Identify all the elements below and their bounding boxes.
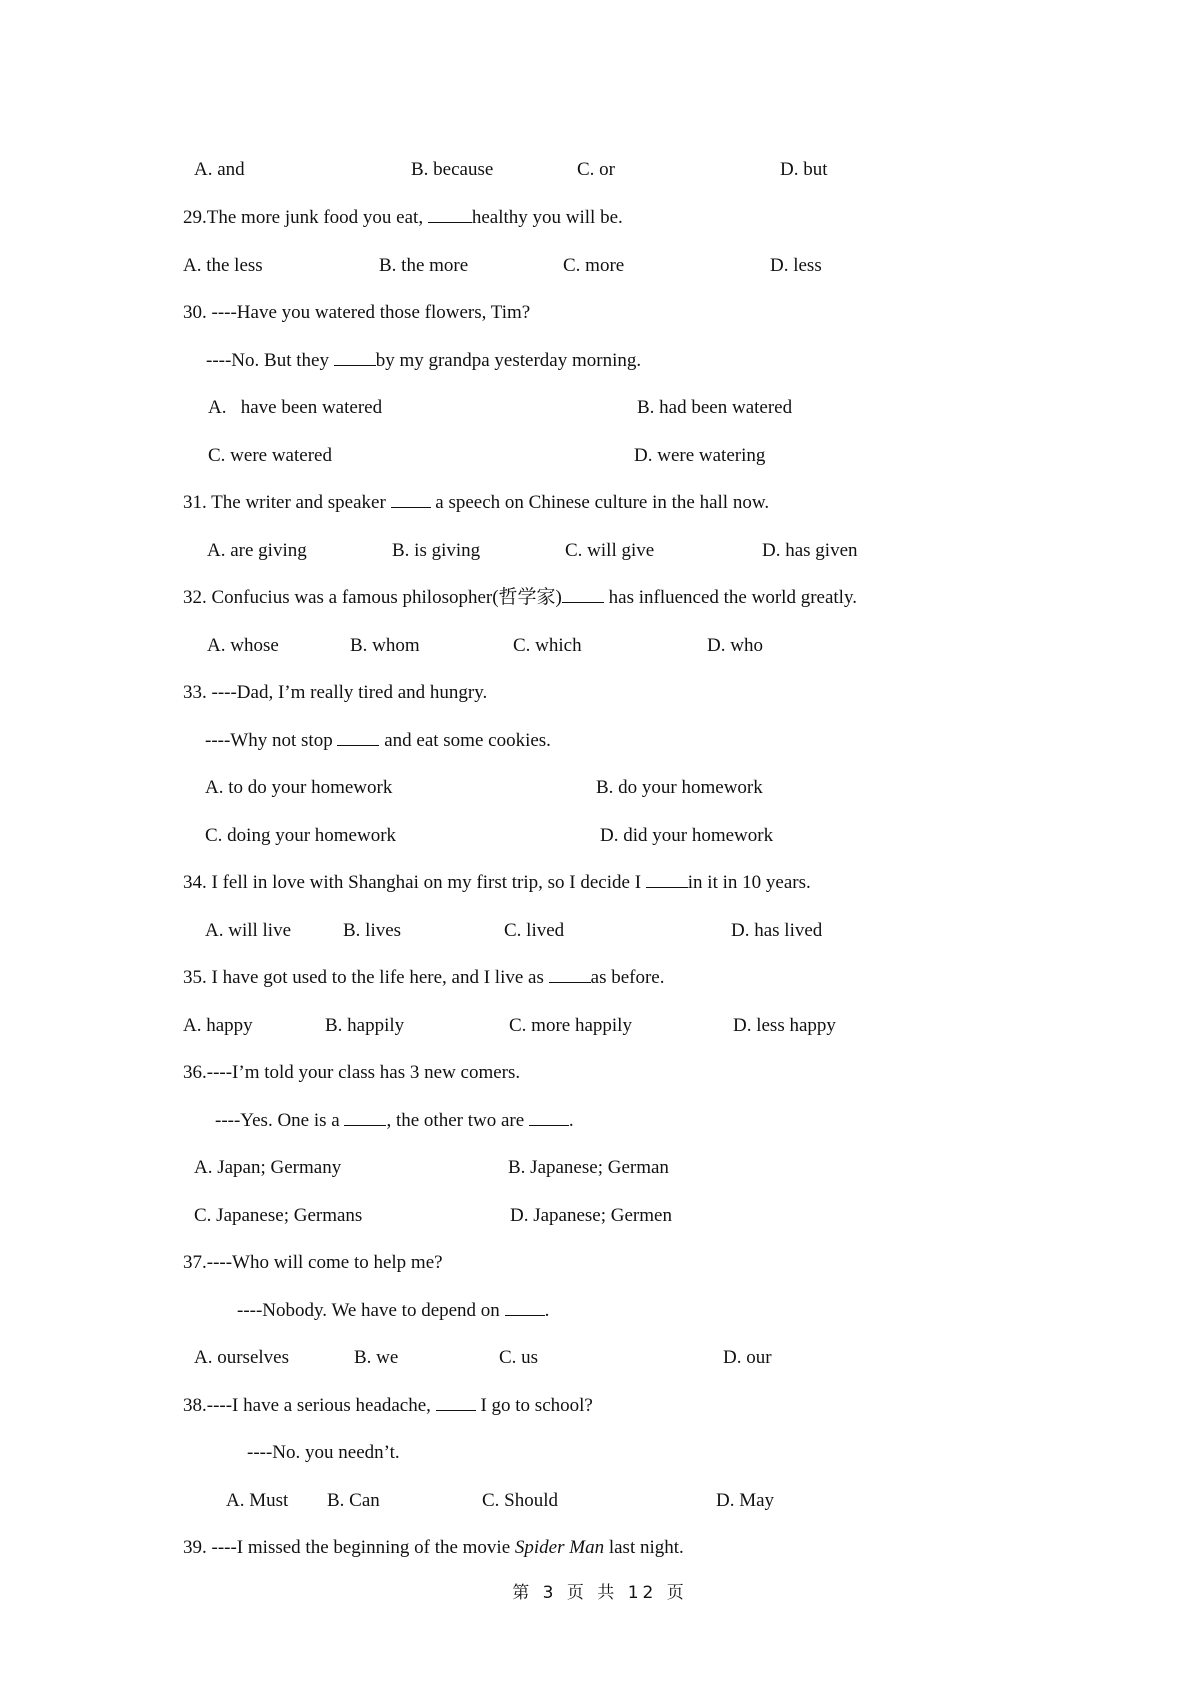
q38-option-b: B. Can [327, 1490, 380, 1511]
movie-title: Spider Man [514, 1537, 605, 1558]
q30-reply-after: by my grandpa yesterday morning. [375, 350, 642, 371]
q33-option-d: D. did your homework [600, 825, 774, 846]
q38-option-a: A. Must [226, 1490, 289, 1511]
question-32 [183, 586, 857, 610]
q31-text-before: 31. The writer and speaker [183, 492, 391, 513]
q30-option-b: B. had been watered [637, 397, 793, 418]
question-35 [183, 966, 665, 990]
page-footer [0, 1578, 1200, 1603]
q37-option-d: D. our [723, 1347, 772, 1368]
q31-text-after: a speech on Chinese culture in the hall now. [430, 492, 770, 513]
q36-reply-before: ----Yes. One is a [215, 1110, 345, 1131]
q28-option-d: D. but [780, 159, 828, 180]
q35-option-b: B. happily [325, 1015, 405, 1036]
question-30: 30. ----Have you watered those flowers, Tim? [183, 302, 531, 323]
question-33-reply [205, 729, 551, 753]
q34-option-b: B. lives [343, 920, 402, 941]
answer-blank [391, 491, 431, 508]
question-37-reply [237, 1299, 549, 1323]
question-36-reply [215, 1109, 574, 1133]
q37-reply-before: ----Nobody. We have to depend on [237, 1300, 505, 1321]
question-34 [183, 871, 811, 895]
q33-reply-before: ----Why not stop [205, 730, 338, 751]
q32-option-d: D. who [707, 635, 763, 656]
q29-text-after: healthy you will be. [471, 207, 623, 228]
answer-blank [646, 871, 688, 888]
question-30-reply [206, 349, 641, 373]
q28-option-b: B. because [411, 159, 494, 180]
q35-option-c: C. more happily [509, 1015, 632, 1036]
footer-mid: 页 共 [566, 1583, 619, 1603]
answer-blank [334, 349, 376, 366]
q38-option-c: C. Should [482, 1490, 559, 1511]
answer-blank [505, 1299, 545, 1316]
q34-option-a: A. will live [205, 920, 292, 941]
q34-text-after: in it in 10 years. [687, 872, 811, 893]
q36-option-c: C. Japanese; Germans [194, 1205, 363, 1226]
q33-option-c: C. doing your homework [205, 825, 397, 846]
q34-text-before: 34. I fell in love with Shanghai on my first trip, so I decide I [183, 872, 646, 893]
q38-text-after: I go to school? [475, 1395, 593, 1416]
q34-option-d: D. has lived [731, 920, 823, 941]
q29-text-before: 29.The more junk food you eat, [183, 207, 428, 228]
q37-option-c: C. us [499, 1347, 539, 1368]
answer-blank [549, 966, 591, 983]
question-37: 37.----Who will come to help me? [183, 1252, 443, 1273]
q32-option-c: C. which [513, 635, 582, 656]
q33-reply-after: and eat some cookies. [379, 730, 551, 751]
footer-suffix: 页 [666, 1583, 688, 1603]
q37-option-a: A. ourselves [194, 1347, 289, 1368]
q31-option-a: A. are giving [207, 540, 307, 561]
q29-option-a: A. the less [183, 255, 263, 276]
q36-option-a: A. Japan; Germany [194, 1157, 342, 1178]
answer-blank [337, 729, 379, 746]
q31-option-d: D. has given [762, 540, 858, 561]
q39-text-after: last night. [604, 1537, 684, 1558]
q35-option-d: D. less happy [733, 1015, 836, 1036]
q28-option-a: A. and [194, 159, 245, 180]
q38-text-before: 38.----I have a serious headache, [183, 1395, 436, 1416]
q36-option-b: B. Japanese; German [508, 1157, 669, 1178]
question-38 [183, 1394, 593, 1418]
q39-text-before: 39. ----I missed the beginning of the movie [183, 1537, 515, 1558]
q38-option-d: D. May [716, 1490, 775, 1511]
q36-option-d: D. Japanese; Germen [510, 1205, 672, 1226]
q31-option-c: C. will give [565, 540, 655, 561]
question-36: 36.----I’m told your class has 3 new comers. [183, 1062, 521, 1083]
q28-option-c: C. or [577, 159, 615, 180]
q37-option-b: B. we [354, 1347, 399, 1368]
question-39 [183, 1536, 684, 1560]
q35-text-before: 35. I have got used to the life here, and I live as [183, 967, 549, 988]
q35-option-a: A. happy [183, 1015, 253, 1036]
q30-reply-before: ----No. But they [206, 350, 334, 371]
question-38-reply: ----No. you needn’t. [247, 1442, 400, 1463]
q36-reply-mid: , the other two are [386, 1110, 529, 1131]
q33-option-a: A. to do your homework [205, 777, 393, 798]
current-page-number: 3 [542, 1583, 558, 1603]
answer-blank [428, 206, 472, 223]
q32-option-a: A. whose [207, 635, 279, 656]
answer-blank [344, 1109, 386, 1126]
footer-prefix: 第 [512, 1583, 534, 1603]
q36-reply-after: . [568, 1110, 574, 1131]
q31-option-b: B. is giving [392, 540, 481, 561]
q34-option-c: C. lived [504, 920, 565, 941]
q35-text-after: as before. [590, 967, 665, 988]
q30-option-a: A. have been watered [208, 397, 383, 418]
q32-text-before: 32. Confucius was a famous philosopher(哲学家) [183, 587, 562, 608]
q32-text-after: has influenced the world greatly. [603, 587, 857, 608]
q33-option-b: B. do your homework [596, 777, 763, 798]
question-29 [183, 206, 623, 230]
q37-reply-after: . [544, 1300, 550, 1321]
q29-option-c: C. more [563, 255, 625, 276]
q30-option-d: D. were watering [634, 445, 766, 466]
question-31 [183, 491, 769, 515]
answer-blank [529, 1109, 569, 1126]
answer-blank [436, 1394, 476, 1411]
q30-option-c: C. were watered [208, 445, 332, 466]
total-page-count: 12 [627, 1583, 658, 1603]
q29-option-b: B. the more [379, 255, 469, 276]
answer-blank [562, 586, 604, 603]
question-33: 33. ----Dad, I’m really tired and hungry. [183, 682, 488, 703]
q32-option-b: B. whom [350, 635, 420, 656]
q29-option-d: D. less [770, 255, 822, 276]
